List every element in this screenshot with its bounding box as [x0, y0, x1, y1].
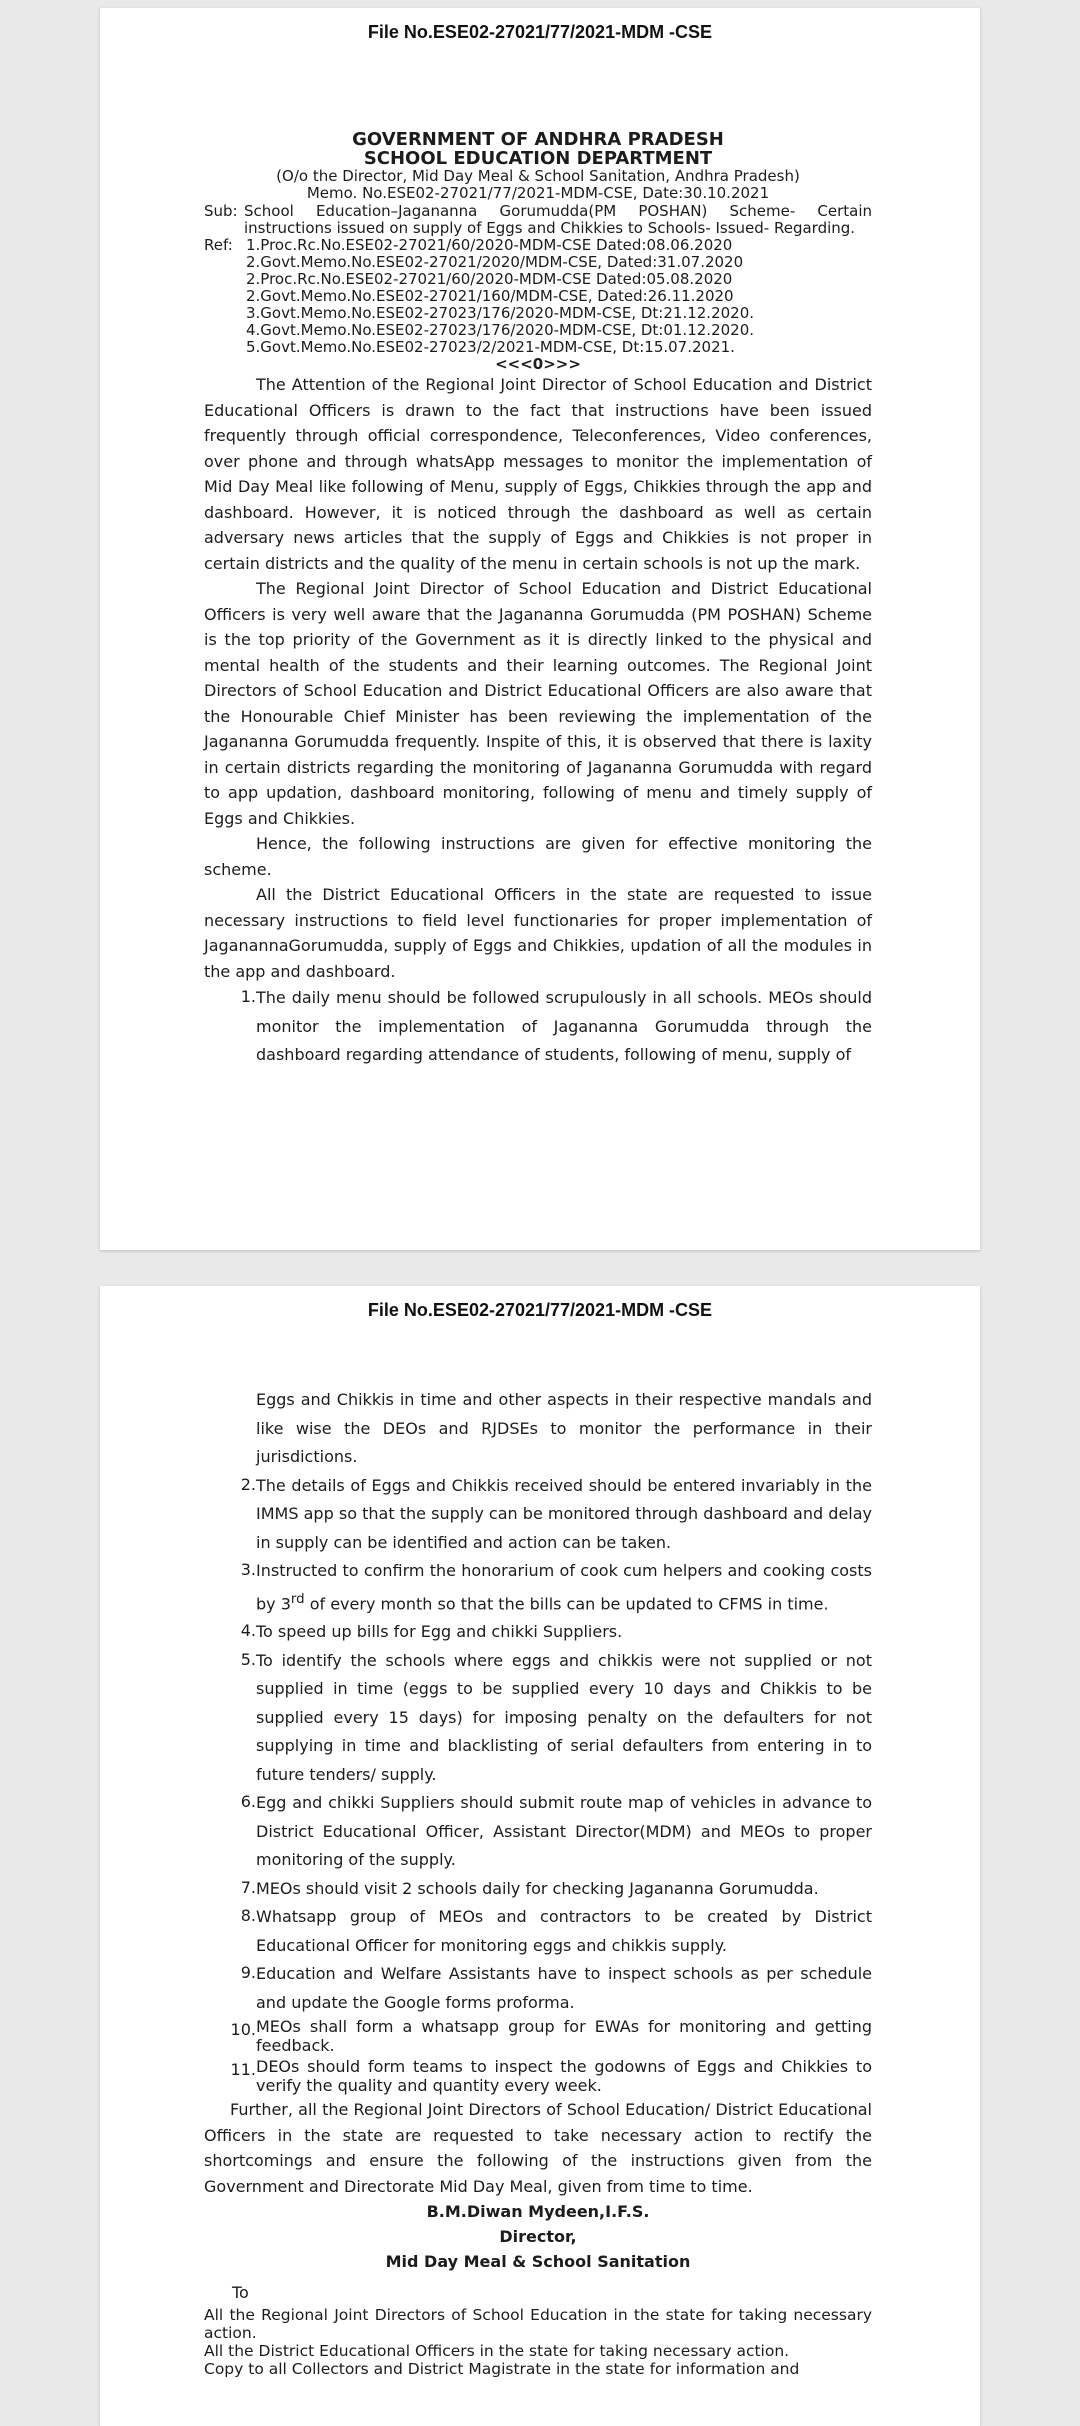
- instruction-item-continued: [204, 1386, 872, 1472]
- instruction-number: 11.: [230, 2060, 256, 2080]
- instruction-item: [204, 984, 872, 1070]
- ordinal-suffix: rd: [290, 1591, 305, 1607]
- instruction-text: The details of Eggs and Chikkis received should be entered invariably in the IMMS app so that the supply can be monitored through dashboard and delay in supply can be identified and action can be taken.: [256, 1475, 872, 1552]
- instruction-number: 6.: [240, 1792, 256, 1812]
- reference-item: 4.Govt.Memo.No.ESE02-27023/176/2020-MDM-CSE, Dt:01.12.2020.: [246, 321, 755, 339]
- instruction-text-part: Instructed to confirm the honorarium of cook cum helpers and cooking costs by 3: [256, 1561, 872, 1613]
- instruction-number: 4.: [240, 1621, 256, 1641]
- subject-block: [204, 203, 872, 237]
- subject-text: School Education–Jagananna Gorumudda(PM POSHAN) Scheme- Certain instructions issued on supply of Eggs and Chikkies to Schools- Issued- Regarding.: [244, 202, 872, 237]
- instruction-item: [204, 1903, 872, 1960]
- section-separator: <<<0>>>: [495, 355, 581, 373]
- paragraph-awareness: The Regional Joint Director of School Education and District Educational Officers is very well aware that the Jagananna Gorumudda (PM POSHAN) Scheme is the top priority of the Government as it is directly linked to the physical and mental health of the students and their learning outcomes. The Regional Joint Directors of School Education and District Educational Officers are also aware that the Honourable Chief Minister has been reviewing the implementation of the Jagananna Gorumudda frequently. Inspite of this, it is observed that there is laxity in certain districts regarding the monitoring of Jagananna Gorumudda with regard to app updation, dashboard monitoring, following of menu and timely supply of Eggs and Chikkies.: [204, 579, 872, 828]
- file-number-header: File No.ESE02-27021/77/2021-MDM -CSE: [367, 22, 713, 42]
- subject-label: Sub:: [204, 202, 238, 220]
- instruction-text: Egg and chikki Suppliers should submit route map of vehicles in advance to District Educational Officer, Assistant Director(MDM) and MEOs to proper monitoring of the supply.: [256, 1793, 872, 1870]
- instructions-list-part-1: [204, 984, 872, 1070]
- instruction-text: MEOs shall form a whatsapp group for EWAs for monitoring and getting feedback.: [256, 2017, 872, 2056]
- instruction-number: 10.: [230, 2020, 256, 2040]
- reference-item: 5.Govt.Memo.No.ESE02-27023/2/2021-MDM-CSE, Dt:15.07.2021.: [246, 338, 735, 356]
- distribution-item: All the Regional Joint Directors of School Education in the state for taking necessary action.: [204, 2305, 872, 2342]
- distribution-item: Copy to all Collectors and District Magistrate in the state for information and: [204, 2359, 800, 2378]
- instruction-item: [204, 1647, 872, 1790]
- instruction-item: [204, 1789, 872, 1875]
- paragraph-request: All the District Educational Officers in the state are requested to issue necessary instructions to field level functionaries for proper implementation of JaganannaGorumudda, supply of Eggs and Chikkies, updation of all the modules in the app and dashboard.: [204, 885, 872, 981]
- instruction-text: [256, 1557, 872, 1618]
- closing-paragraph: Further, all the Regional Joint Directors of School Education/ District Educational Officers in the state are requested to take necessary action to rectify the shortcomings and ensure the following of the instructions given from the Government and Directorate Mid Day Meal, given from time to time.: [204, 2100, 872, 2196]
- reference-item: 2.Proc.Rc.No.ESE02-27021/60/2020-MDM-CSE Dated:05.08.2020: [246, 270, 733, 288]
- references-block: [204, 237, 872, 356]
- instruction-text: Eggs and Chikkis in time and other aspects in their respective mandals and like wise the DEOs and RJDSEs to monitor the performance in their jurisdictions.: [256, 1390, 872, 1466]
- instruction-item: [204, 1875, 872, 1904]
- reference-item: 1.Proc.Rc.No.ESE02-27021/60/2020-MDM-CSE Dated:08.06.2020: [246, 236, 733, 254]
- instruction-item: [204, 1618, 872, 1647]
- file-number-header: File No.ESE02-27021/77/2021-MDM -CSE: [367, 1300, 713, 1320]
- reference-item: 3.Govt.Memo.No.ESE02-27023/176/2020-MDM-CSE, Dt:21.12.2020.: [246, 304, 755, 322]
- distribution-item: All the District Educational Officers in the state for taking necessary action.: [204, 2341, 790, 2360]
- instruction-number: 8.: [240, 1906, 256, 1926]
- instruction-text: Education and Welfare Assistants have to inspect schools as per schedule and update the Google forms proforma.: [256, 1964, 872, 2012]
- instruction-item: [204, 1557, 872, 1618]
- page-1-content: [204, 130, 872, 1070]
- instruction-number: 1.: [240, 987, 256, 1006]
- instruction-number: [204, 1386, 256, 1472]
- memo-number: Memo. No.ESE02-27021/77/2021-MDM-CSE, Date:30.10.2021: [306, 184, 770, 202]
- instruction-number: 7.: [240, 1877, 256, 1897]
- signature-block: [204, 2199, 872, 2274]
- instruction-number: 3.: [240, 1560, 256, 1579]
- paragraph-hence: Hence, the following instructions are given for effective monitoring the scheme.: [204, 834, 872, 879]
- paragraph-attention: The Attention of the Regional Joint Director of School Education and District Educational Officers is drawn to the fact that instructions have been issued frequently through official correspondence, Teleconferences, Video conferences, over phone and through whatsApp messages to monitor the implementation of Mid Day Meal like following of Menu, supply of Eggs, Chikkies through the app and dashboard. However, it is noticed through the dashboard as well as certain adversary news articles that the supply of Eggs and Chikkies is not proper in certain districts and the quality of the menu in certain schools is not up the mark.: [204, 375, 872, 573]
- office-line: (O/o the Director, Mid Day Meal & School Sanitation, Andhra Pradesh): [276, 167, 800, 185]
- instruction-text: The daily menu should be followed scrupulously in all schools. MEOs should monitor the implementation of Jagananna Gorumudda through the dashboard regarding attendance of students, following of menu, supply of: [256, 988, 872, 1064]
- instruction-text-part: of every month so that the bills can be updated to CFMS in time.: [304, 1593, 829, 1613]
- instruction-text: To identify the schools where eggs and chikkis were not supplied or not supplied in time (eggs to be supplied every 10 days and Chikkis to be supplied every 15 days) for imposing penalty on the defaulters for not supplying in time and blacklisting of serial defaulters from entering in to future tenders/ supply.: [256, 1650, 872, 1784]
- page-2-content: [204, 1386, 872, 2378]
- instruction-number: 2.: [240, 1474, 256, 1494]
- signatory-title: Director,: [499, 2227, 577, 2247]
- instruction-item: [204, 1472, 872, 1558]
- reference-item: 2.Govt.Memo.No.ESE02-27021/2020/MDM-CSE, Dated:31.07.2020: [246, 253, 744, 271]
- to-label: To: [232, 2283, 249, 2303]
- signatory-name: B.M.Diwan Mydeen,I.F.S.: [426, 2202, 650, 2222]
- instruction-number: 5.: [240, 1649, 256, 1669]
- instruction-item: [204, 2057, 872, 2095]
- signatory-office: Mid Day Meal & School Sanitation: [385, 2252, 691, 2272]
- instruction-item: [204, 2017, 872, 2055]
- instruction-text: Whatsapp group of MEOs and contractors to be created by District Educational Officer for monitoring eggs and chikkis supply.: [256, 1907, 872, 1955]
- department-title: SCHOOL EDUCATION DEPARTMENT: [363, 148, 713, 169]
- references-label: Ref:: [204, 236, 233, 254]
- references-list: [246, 237, 872, 356]
- document-page-2: [100, 1286, 980, 2426]
- instruction-item: [204, 1960, 872, 2017]
- instruction-text: MEOs should visit 2 schools daily for checking Jagananna Gorumudda.: [256, 1878, 819, 1898]
- instruction-text: DEOs should form teams to inspect the godowns of Eggs and Chikkies to verify the quality and quantity every week.: [256, 2057, 872, 2096]
- letterhead: [204, 130, 872, 202]
- instruction-text: To speed up bills for Egg and chikki Suppliers.: [256, 1622, 623, 1642]
- reference-item: 2.Govt.Memo.No.ESE02-27021/160/MDM-CSE, Dated:26.11.2020: [246, 287, 734, 305]
- instruction-number: 9.: [240, 1963, 256, 1983]
- instructions-list-part-2: [204, 1386, 872, 2095]
- document-page-1: [100, 8, 980, 1250]
- government-title: GOVERNMENT OF ANDHRA PRADESH: [352, 129, 724, 150]
